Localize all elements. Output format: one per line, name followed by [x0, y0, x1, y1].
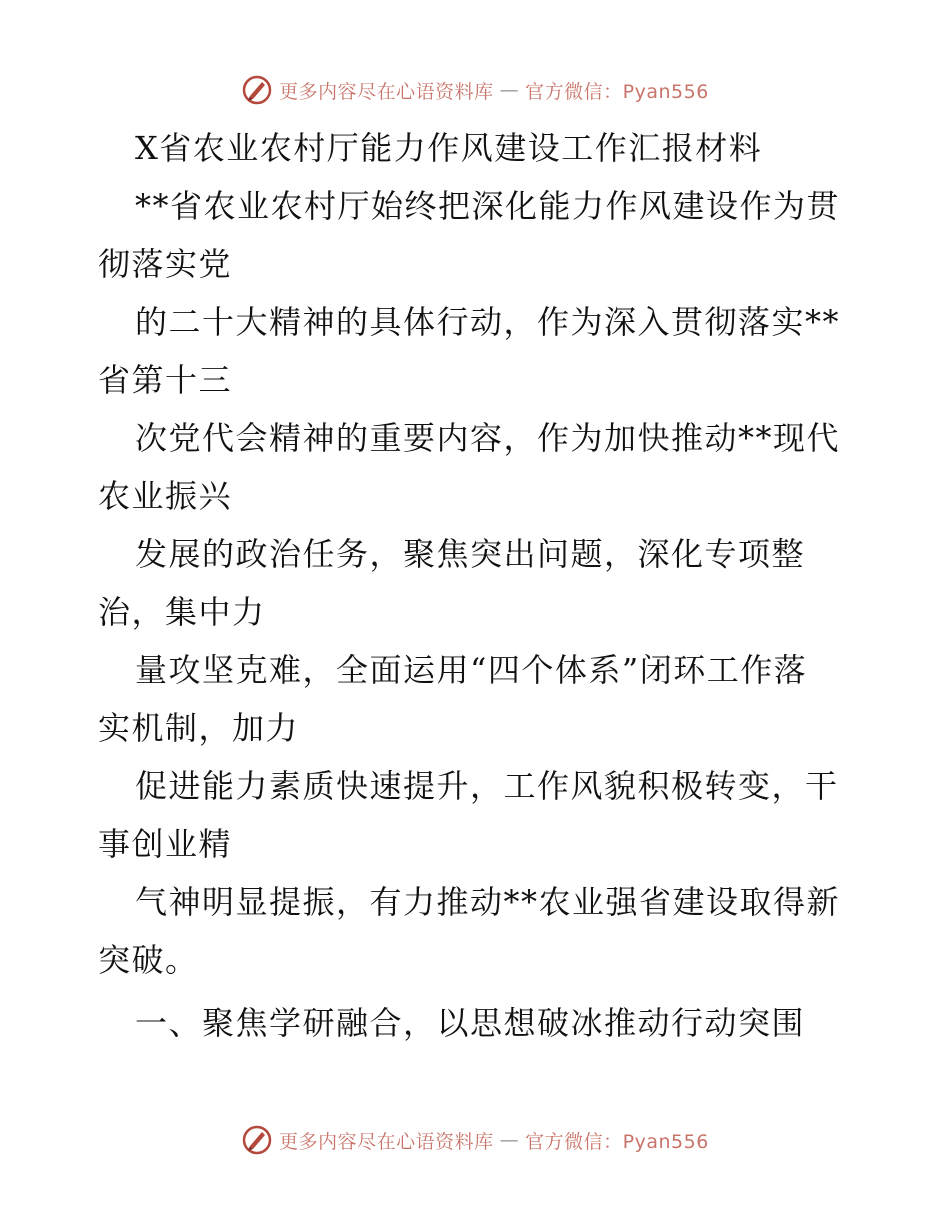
paragraph-line: 事创业精 [98, 825, 233, 863]
document-title: X省农业农村厅能力作风建设工作汇报材料 [135, 129, 763, 167]
footer-watermark-banner [0, 1120, 950, 1160]
paragraph-line: 省第十三 [98, 361, 233, 399]
header-watermark-banner [0, 70, 950, 110]
banner-separator: — [499, 79, 520, 101]
paragraph-line: 实机制，加力 [98, 709, 300, 747]
paragraph-line: 彻落实党 [98, 245, 233, 283]
red-pen-seal-logo-icon [241, 1124, 273, 1156]
banner-text: 更多内容尽在心语资料库 [279, 1130, 494, 1153]
paragraph-line: 农业振兴 [98, 477, 233, 515]
paragraph-line: 发展的政治任务，聚焦突出问题，深化专项整 [135, 535, 806, 573]
banner-wechat: 官方微信：Pyan556 [525, 80, 709, 103]
red-pen-seal-logo-icon [241, 74, 273, 106]
paragraph-line: 次党代会精神的重要内容，作为加快推动**现代 [135, 419, 841, 457]
paragraph-line: **省农业农村厅始终把深化能力作风建设作为贯 [135, 187, 841, 225]
banner-separator: — [499, 1129, 520, 1151]
paragraph-line: 促进能力素质快速提升，工作风貌积极转变，干 [135, 767, 839, 805]
banner-text: 更多内容尽在心语资料库 [279, 80, 494, 103]
paragraph-line: 突破。 [98, 941, 199, 979]
paragraph-line: 量攻坚克难，全面运用“四个体系”闭环工作落 [135, 651, 808, 689]
banner-wechat: 官方微信：Pyan556 [525, 1130, 709, 1153]
paragraph-line: 治，集中力 [98, 593, 266, 631]
paragraph-line: 的二十大精神的具体行动，作为深入贯彻落实** [135, 303, 841, 341]
section-heading: 一、聚焦学研融合，以思想破冰推动行动突围 [135, 1004, 806, 1042]
paragraph-line: 气神明显提振，有力推动**农业强省建设取得新 [135, 883, 841, 921]
